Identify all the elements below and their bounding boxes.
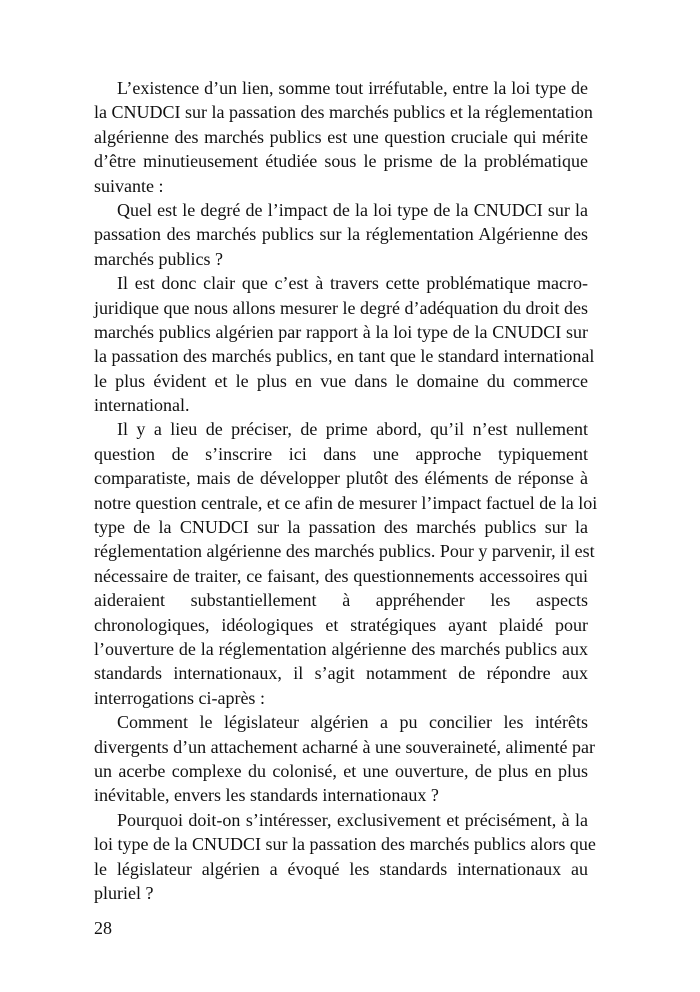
text-line: pluriel ?: [94, 882, 154, 903]
paragraph: [94, 808, 596, 906]
text-line: le plus évident et le plus en vue dans le domaine du commerce: [94, 370, 588, 391]
text-line: Quel est le degré de l’impact de la loi type de la CNUDCI sur la: [117, 199, 588, 220]
text-line: inévitable, envers les standards internationaux ?: [94, 785, 439, 806]
text-line: type de la CNUDCI sur la passation des marchés publics sur la: [94, 517, 588, 538]
paragraph: [94, 710, 595, 808]
text-line: l’ouverture de la réglementation algérienne des marchés publics aux: [94, 638, 588, 659]
text-line: réglementation algérienne des marchés publics. Pour y parvenir, il est: [94, 541, 595, 562]
page-number: 28: [94, 918, 112, 938]
text-line: Il y a lieu de préciser, de prime abord, qu’il n’est nullement: [117, 419, 588, 440]
paragraph: [94, 271, 595, 417]
text-line: divergents d’un attachement acharné à une souveraineté, alimenté par: [94, 736, 595, 757]
text-line: interrogations ci-après :: [94, 687, 265, 708]
text-line: Pourquoi doit-on s’intéresser, exclusivement et précisément, à la: [117, 809, 588, 830]
text-line: juridique que nous allons mesurer le degré d’adéquation du droit des: [94, 297, 588, 318]
text-line: chronologiques, idéologiques et stratégiques ayant plaidé pour: [94, 614, 588, 635]
text-line: la passation des marchés publics, en tant que le standard international: [94, 346, 595, 367]
text-line: passation des marchés publics sur la réglementation Algérienne des: [94, 224, 588, 245]
paragraph: [94, 417, 598, 710]
paragraph: [94, 76, 593, 198]
text-line: Comment le législateur algérien a pu concilier les intérêts: [117, 712, 588, 733]
text-line: question de s’inscrire ici dans une approche typiquement: [94, 443, 588, 464]
text-line: marchés publics ?: [94, 248, 223, 269]
text-line: marchés publics algérien par rapport à la loi type de la CNUDCI sur: [94, 321, 588, 342]
text-line: L’existence d’un lien, somme tout irréfutable, entre la loi type de: [117, 78, 588, 98]
text-line: d’être minutieusement étudiée sous le prisme de la problématique: [94, 151, 588, 172]
text-line: un acerbe complexe du colonisé, et une ouverture, de plus en plus: [94, 760, 588, 781]
text-line: la CNUDCI sur la passation des marchés publics et la réglementation: [94, 102, 593, 123]
text-line: le législateur algérien a évoqué les standards internationaux au: [94, 858, 588, 879]
text-line: Il est donc clair que c’est à travers cette problématique macro-: [117, 273, 588, 294]
paragraph: [94, 198, 588, 271]
text-line: nécessaire de traiter, ce faisant, des questionnements accessoires qui: [94, 565, 588, 586]
text-line: algérienne des marchés publics est une question cruciale qui mérite: [94, 126, 588, 147]
text-line: international.: [94, 395, 190, 416]
text-line: standards internationaux, il s’agit notamment de répondre aux: [94, 663, 588, 684]
text-line: comparatiste, mais de développer plutôt des éléments de réponse à: [94, 468, 588, 489]
text-line: suivante :: [94, 175, 164, 196]
text-line: notre question centrale, et ce afin de mesurer l’impact factuel de la loi: [94, 492, 598, 513]
text-line: aideraient substantiellement à appréhender les aspects: [94, 590, 588, 611]
body-text: [94, 76, 598, 905]
text-line: loi type de la CNUDCI sur la passation des marchés publics alors que: [94, 834, 596, 855]
